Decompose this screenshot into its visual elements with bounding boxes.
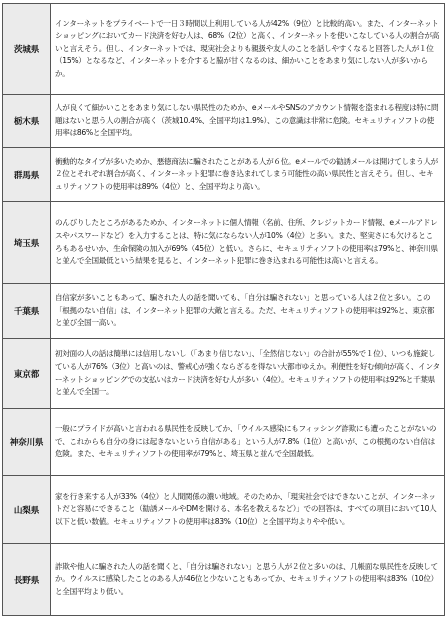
prefecture-description: 初対面の人の話は簡単には信用しないし（「あまり信じない」、「全然信じない」の合計が55%で１位）、いつも施錠している人が76%（3位）と高いのは、警戒心が強くならざるを得ない大都市ゆえか。利便性を好む傾向が高く、インターネットショッピングでの支払いはカード決済を好む人が多い（4位）。セキュリティソフトの使用率は92%と千葉県と並んで全国一。 bbox=[51, 339, 445, 409]
prefecture-description: インターネットをプライベートで一日３時間以上利用している人が42%（9位）と比較的高い。また、インターネットショッピングにおいてカード決済を好む人は、68%（2位）と高く、インターネットを使いこなしている人の割合が高いと言えそう。但し、インターネットでは、現実社会よりも親扱や友人のことを話しやすくなると回答した人が１位（15%）となるなど、インターネットを介すると脇が甘くなるのは、細かいことをあまり気にしない人が多いからか。 bbox=[51, 4, 445, 95]
table-row bbox=[3, 148, 445, 202]
table-row bbox=[3, 4, 445, 95]
table-row bbox=[3, 544, 445, 616]
prefecture-name: 神奈川県 bbox=[3, 409, 51, 476]
prefecture-name: 長野県 bbox=[3, 544, 51, 616]
table-row bbox=[3, 95, 445, 148]
prefecture-name: 千葉県 bbox=[3, 284, 51, 339]
prefecture-description: 衝動的なタイプが多いためか、悪徳商法に騙されたことがある人が６位。eメールでの勧誘メールは開けてしまう人が２位とそれぞれ割合が高く、インターネット犯罪に巻き込まれてしまう可能性の高い県民性と言えそう。但し、セキュリティソフトの使用率は89%（4位）と、全国平均より高い。 bbox=[51, 148, 445, 202]
prefecture-description: のんびりしたところがあるためか、インターネットに個人情報（名前、住所、クレジットカード情報、eメールアドレスやパスワードなど）を入力することは、特に気にならない人が10%（4位）と多い。また、堅実さにも欠けるところもあるせいか、生命保険の加入が69%（45位）と低い。さらに、セキュリティソフトの使用率は79%と、神奈川県と並んで全国最低という結果を見ると、インターネット犯罪に巻き込まれる可能性は高いと言える。 bbox=[51, 202, 445, 284]
prefecture-description: 人が良くて細かいことをあまり気にしない県民性のためか、eメールやSNSのアカウント情報を盗まれる程度は特に問題はないと思う人の割合が高く（茨城10.4%、全国平均は1.9%）、この意識は非常に危険。セキュリティソフトの使用率は86%と全国平均。 bbox=[51, 95, 445, 148]
prefecture-description: 家を行き来する人が33%（4位）と人間関係の濃い地域。そのためか、「現実社会ではできないことが、インターネットだと容易にできること（勧誘メールやDMを開ける、本名を教えるなど）」での回答は、すべての項目において10人以下と低い数値。セキュリティソフトの使用率は83%（10位）と全国平均よりやや低い。 bbox=[51, 476, 445, 544]
table-row bbox=[3, 409, 445, 476]
prefecture-name: 埼玉県 bbox=[3, 202, 51, 284]
prefecture-description: 一般にプライドが高いと言われる県民性を反映してか、「ウイルス感染にもフィッシング詐欺にも遭ったことがないので、これからも自分の身には起きないという自信がある」という人が7.8%（1位）と高いが、この根拠のない自信は危険。また、セキュリティソフトの使用率が79%と、埼玉県と並んで全国最低。 bbox=[51, 409, 445, 476]
table-row bbox=[3, 339, 445, 409]
prefecture-description: 自信家が多いこともあって、騙された人の話を聞いても、「自分は騙されない」と思っている人は２位と多い。この「根拠のない自信」は、インターネット犯罪の大敵と言える。ただ、セキュリティソフトの使用率は92%と、東京都と並び全国一高い。 bbox=[51, 284, 445, 339]
prefecture-name: 栃木県 bbox=[3, 95, 51, 148]
prefecture-name: 東京都 bbox=[3, 339, 51, 409]
prefecture-name: 群馬県 bbox=[3, 148, 51, 202]
prefecture-name: 茨城県 bbox=[3, 4, 51, 95]
table-row bbox=[3, 202, 445, 284]
prefecture-name: 山梨県 bbox=[3, 476, 51, 544]
table-row bbox=[3, 476, 445, 544]
prefecture-description: 詐欺や他人に騙された人の話を聞くと、「自分は騙されない」と思う人が２位と多いのは、几帳面な県民性を反映してか。ウイルスに感染したことのある人が46位と少ないこともあってか、セキュリティソフトの使用率は83%（10位）と全国平均より低い。 bbox=[51, 544, 445, 616]
table-row bbox=[3, 284, 445, 339]
prefecture-security-table bbox=[2, 3, 445, 616]
